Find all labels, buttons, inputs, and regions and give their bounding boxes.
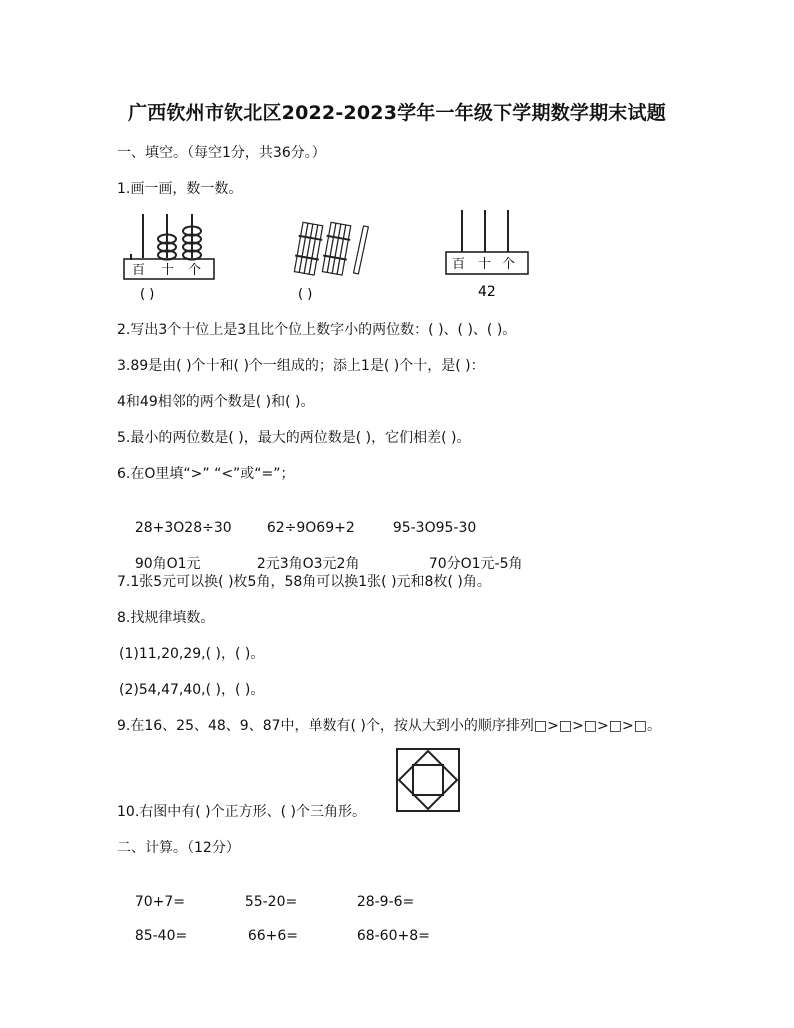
- compare-item: 2元3角O3元2角: [256, 556, 360, 572]
- squares-triangles-figure: [395, 747, 461, 813]
- calc-item: 85-40=: [134, 928, 188, 944]
- abacus2-label-ones: 个: [502, 257, 516, 272]
- compare-item: 90角O1元: [134, 556, 201, 572]
- question-1: 1.画一画，数一数。: [117, 181, 243, 197]
- calc-row-2: [117, 909, 430, 963]
- question-8: 8.找规律填数。: [117, 610, 215, 626]
- answer-blank-1: ( ): [140, 287, 155, 302]
- question-7: 7.1张5元可以换( )枚5角，58角可以换1张( )元和8枚( )角。: [117, 574, 491, 590]
- page-title: 广西钦州市钦北区2022-2023学年一年级下学期数学期末试题: [128, 102, 666, 124]
- compare-item: 95-3O95-30: [392, 520, 477, 536]
- question-6: 6.在O里填“>” “<”或“=”；: [117, 466, 295, 482]
- question-2: 2.写出3个十位上是3且比个位上数字小的两位数：( )、( )、( )。: [117, 322, 517, 338]
- question-3: 3.89是由( )个十和( )个一组成的；添上1是( )个十，是( )：: [117, 358, 485, 374]
- answer-blank-2: ( ): [298, 287, 313, 302]
- abacus2-label-hundreds: 百: [452, 257, 466, 272]
- calc-item: 66+6=: [247, 928, 298, 944]
- section-1-heading: 一、填空。（每空1分，共36分。）: [117, 145, 326, 161]
- question-9: 9.在16、25、48、9、87中，单数有( )个，按从大到小的顺序排列□>□>□>□>□。: [117, 718, 661, 734]
- sticks-figure: [292, 218, 382, 302]
- section-2-heading: 二、计算。（12分）: [117, 840, 240, 856]
- abacus-figure-2: [440, 206, 536, 302]
- question-8-part-1: (1)11,20,29,( )，( )。: [119, 646, 265, 662]
- calc-item: 70+7=: [134, 894, 185, 910]
- abacus-figure-1: [118, 210, 218, 302]
- question-5: 5.最小的两位数是( )，最大的两位数是( )，它们相差( )。: [117, 430, 471, 446]
- calc-item: 68-60+8=: [356, 928, 430, 944]
- abacus-label-hundreds: 百: [132, 263, 146, 278]
- abacus2-value: 42: [478, 284, 496, 300]
- abacus-label-tens: 十: [161, 263, 175, 278]
- abacus2-label-tens: 十: [478, 257, 492, 272]
- question-10: 10.右图中有( )个正方形、( )个三角形。: [117, 804, 367, 820]
- question-4: 4和49相邻的两个数是( )和( )。: [117, 394, 315, 410]
- calc-item: 28-9-6=: [356, 894, 415, 910]
- calc-item: 55-20=: [244, 894, 298, 910]
- abacus-label-ones: 个: [188, 263, 202, 278]
- compare-item: 28+3O28÷30: [134, 520, 232, 536]
- compare-item: 70分O1元-5角: [428, 556, 523, 572]
- compare-item: 62÷9O69+2: [266, 520, 355, 536]
- question-8-part-2: (2)54,47,40,( )，( )。: [119, 682, 265, 698]
